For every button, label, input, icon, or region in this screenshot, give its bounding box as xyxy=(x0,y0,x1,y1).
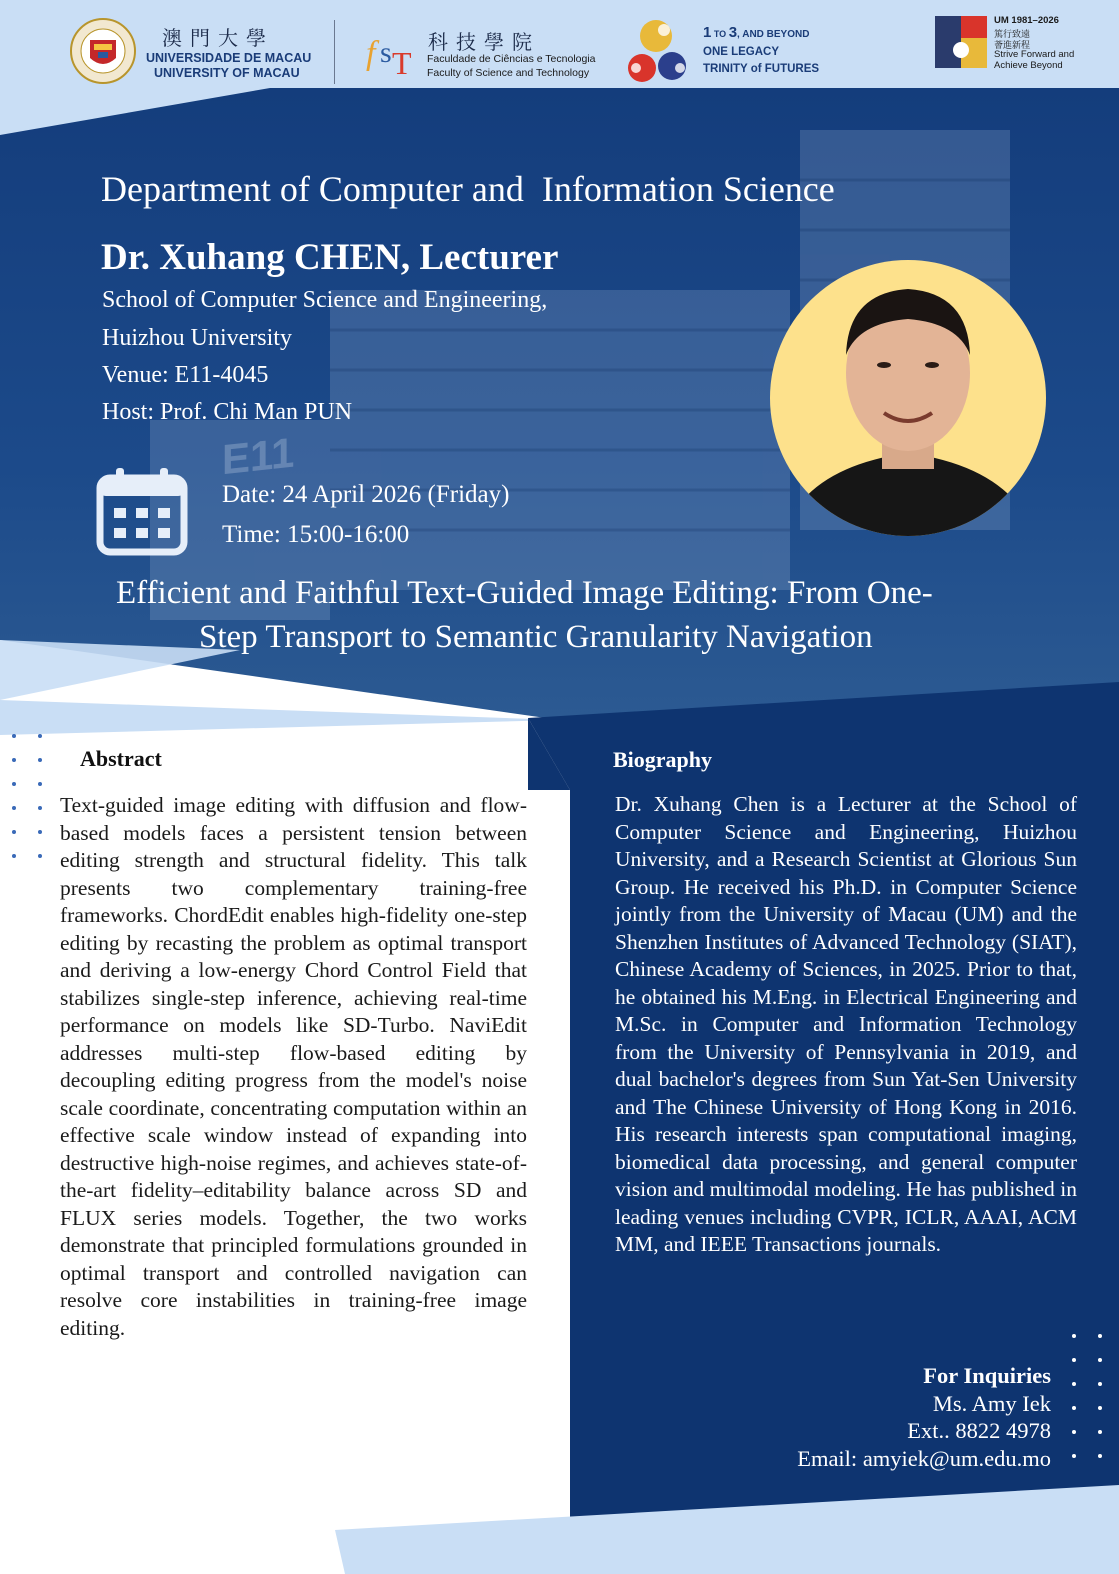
um-motto-cn2: 薈進新程 xyxy=(994,41,1031,51)
host: Host: Prof. Chi Man PUN xyxy=(102,399,353,425)
speaker-name: Dr. Xuhang CHEN, Lecturer xyxy=(101,237,559,278)
talk-title-line2: Step Transport to Semantic Granularity Navigation xyxy=(199,619,873,655)
building-sign: E11 xyxy=(222,428,295,484)
svg-text:T: T xyxy=(392,45,412,81)
anniversary-line2: ONE LEGACY xyxy=(703,46,780,58)
biography-body: Dr. Xuhang Chen is a Lecturer at the School of Computer Science and Engineering, Huizhou University, and a Research Scientist at Glorious Sun Group. He received his Ph.D. in Computer Science jointly from the University of Macau (UM) and the Shenzhen Institutes of Advanced Technology (SIAT), Chinese Academy of Sciences, in 2025. Prior to that, he obtained his M.Eng. in Electrical Engineering and M.Sc. in Computer and Information Technology from the University of Pennsylvania in 2019, and dual bachelor's degrees from Sun Yat-Sen University and The Chinese University of Hong Kong in 2016. His research interests span computational imaging, biomedical data processing, and general computer vision and multimodal modeling. He has published in leading venues including CVPR, ICLR, AAAI, ACM MM, and IEEE Transactions journals. xyxy=(615,792,1077,1256)
inquiries-email[interactable]: Email: amyiek@um.edu.mo xyxy=(797,1445,1051,1471)
um-motto-cn1: 篤行致遠 xyxy=(994,30,1031,40)
um-motto-en1: Strive Forward and xyxy=(994,49,1075,60)
abstract-heading: Abstract xyxy=(80,746,162,771)
um-name-pt: UNIVERSIDADE DE MACAU xyxy=(146,51,312,65)
fst-name-pt: Faculdade de Ciências e Tecnologia xyxy=(427,53,596,65)
svg-text:s: s xyxy=(380,36,392,69)
svg-text:f: f xyxy=(366,35,376,72)
right-dot-pattern xyxy=(1070,1332,1110,1472)
inquiries-ext: Ext.. 8822 4978 xyxy=(907,1418,1051,1443)
um-years: UM 1981–2026 xyxy=(994,15,1059,26)
department-title: Department of Computer and Information Science xyxy=(101,169,835,209)
fst-name-cn: 科技學院 xyxy=(428,30,540,54)
talk-title-line1: Efficient and Faithful Text-Guided Image Editing: From One- xyxy=(116,575,933,611)
left-dot-pattern xyxy=(10,732,50,872)
inquiries-heading: For Inquiries xyxy=(923,1363,1051,1388)
inquiries-name: Ms. Amy Iek xyxy=(932,1390,1051,1416)
event-time: Time: 15:00-16:00 xyxy=(222,521,410,548)
um-name-en: UNIVERSITY OF MACAU xyxy=(154,66,300,80)
fst-name-en: Faculty of Science and Technology xyxy=(427,67,590,79)
affiliation-line1: School of Computer Science and Engineering, xyxy=(102,287,548,313)
anniversary-line3: TRINITY of FUTURES xyxy=(703,63,820,75)
inquiries-block xyxy=(720,1362,1051,1472)
venue: Venue: E11-4045 xyxy=(102,362,269,388)
event-date: Date: 24 April 2026 (Friday) xyxy=(222,481,510,508)
anniversary-line1: 1 TO 3, AND BEYOND xyxy=(703,24,810,41)
biography-heading: Biography xyxy=(613,747,713,772)
abstract-body: Text-guided image editing with diffusion and flow-based models faces a persistent tension between editing strength and structural fidelity. This talk presents two complementary training-free frameworks. ChordEdit enables high-fidelity one-step editing by recasting the problem as optimal transport and deriving a low-energy Chord Control Field that stabilizes single-step inference, achieving real-time performance on models like SD-Turbo. NaviEdit addresses multi-step flow-based editing by decoupling editing progress from the model's noise scale coordinate, concentrating computation within an effective scale window instead of expanding into destructive high-noise regimes, and achieves state-of-the-art fidelity–editability balance across SD and FLUX series models. Together, the two works demonstrate that principled formulations grounded in optimal transport and controlled navigation can resolve core instabilities in training-free image editing. xyxy=(60,793,527,1340)
um-name-cn: 澳門大學 xyxy=(162,26,274,50)
affiliation-line2: Huizhou University xyxy=(102,325,292,351)
um-motto-en2: Achieve Beyond xyxy=(994,60,1063,71)
